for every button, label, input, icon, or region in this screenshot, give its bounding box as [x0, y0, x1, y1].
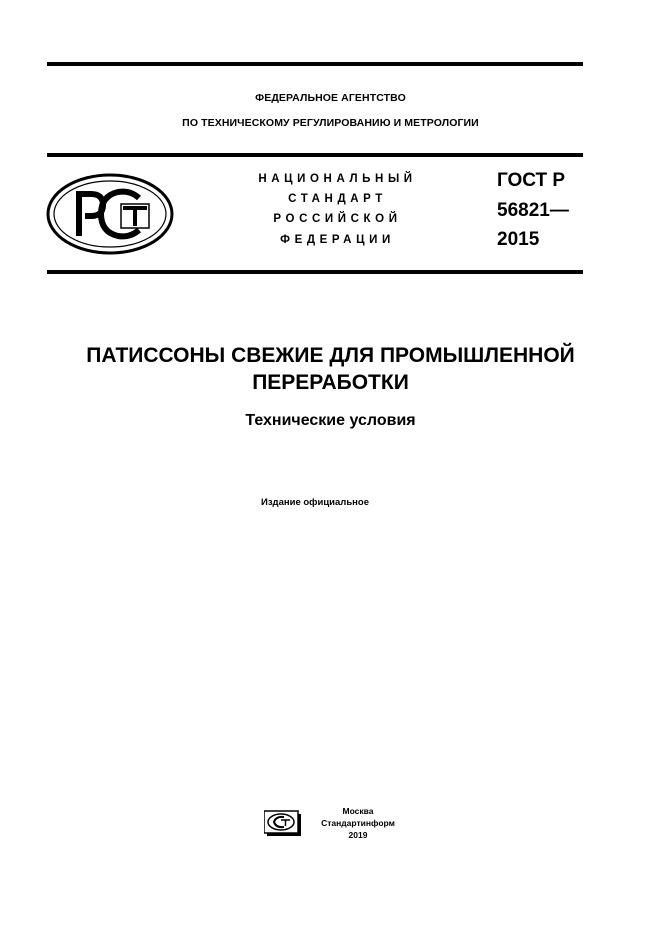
edition-note: Издание официальное — [261, 497, 369, 508]
designation-prefix: ГОСТ Р — [497, 170, 566, 191]
middle-rule — [47, 153, 583, 157]
top-rule — [47, 62, 583, 66]
standartinform-logo-icon — [264, 810, 304, 838]
standard-type-line-1: НАЦИОНАЛЬНЫЙ — [258, 173, 417, 185]
publisher-name: Стандартинформ — [321, 818, 395, 828]
document-subtitle: Технические условия — [245, 412, 416, 429]
designation-number: 56821— — [497, 200, 569, 221]
publisher-city: Москва — [342, 806, 374, 816]
standard-type-line-3: РОССИЙСКОЙ — [273, 213, 402, 225]
agency-name-line-1: ФЕДЕРАЛЬНОЕ АГЕНТСТВО — [255, 92, 406, 104]
rst-emblem-icon — [45, 172, 175, 256]
standard-type-line-4: ФЕДЕРАЦИИ — [280, 234, 395, 246]
standard-type-line-2: СТАНДАРТ — [288, 193, 387, 205]
bottom-rule — [47, 270, 583, 274]
document-title-line-2: ПЕРЕРАБОТКИ — [252, 371, 409, 394]
designation-year: 2015 — [497, 229, 540, 250]
document-title-line-1: ПАТИССОНЫ СВЕЖИЕ ДЛЯ ПРОМЫШЛЕННОЙ — [86, 344, 575, 367]
agency-name-line-2: ПО ТЕХНИЧЕСКОМУ РЕГУЛИРОВАНИЮ И МЕТРОЛОГИИ — [182, 117, 479, 129]
publication-year: 2019 — [348, 830, 368, 840]
